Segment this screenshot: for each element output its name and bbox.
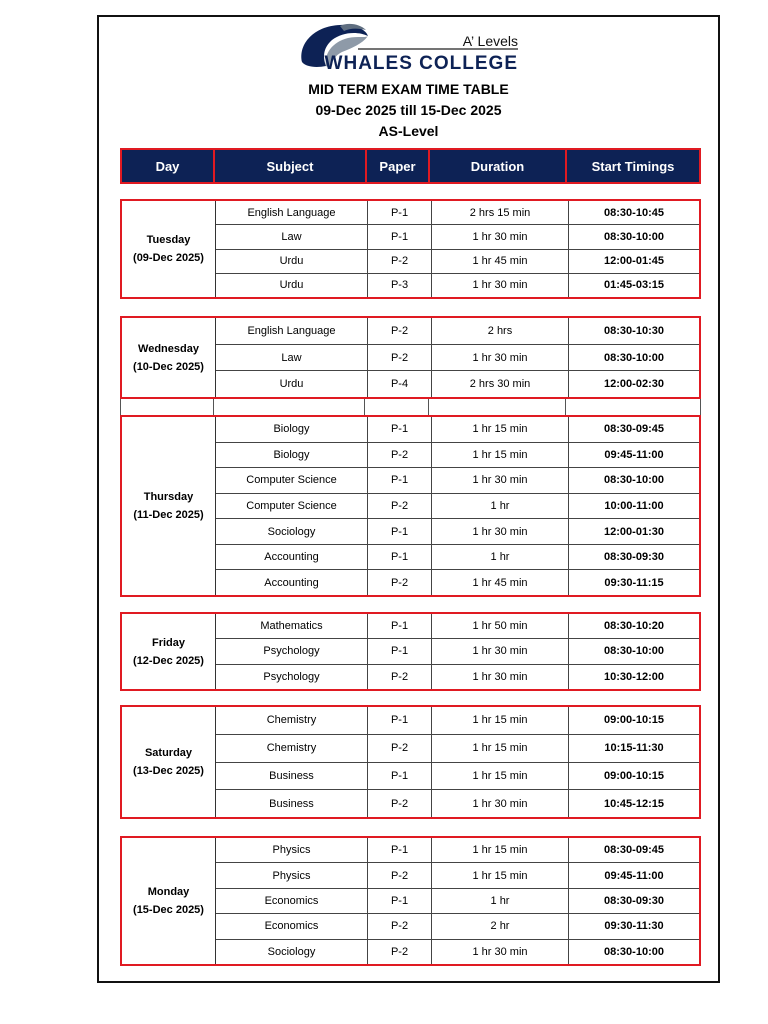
- table-row: [216, 763, 699, 791]
- day-group-wednesday: [120, 316, 701, 399]
- level-label: AS-Level: [378, 123, 439, 139]
- table-row: [216, 889, 699, 914]
- subject-cell: Accounting: [216, 570, 368, 595]
- paper-cell: P-4: [368, 371, 432, 397]
- table-row: [216, 345, 699, 372]
- subject-cell: Urdu: [216, 371, 368, 397]
- day-name: Saturday: [144, 747, 193, 759]
- day-cell: [122, 838, 216, 964]
- subject-cell: English Language: [216, 318, 368, 344]
- start-time-cell: 09:30-11:15: [604, 576, 664, 589]
- paper-cell: P-1: [368, 225, 432, 248]
- paper-cell: P-2: [368, 318, 432, 344]
- start-time-cell: 10:00-11:00: [604, 500, 664, 513]
- duration-cell: 1 hr 30 min: [432, 639, 569, 663]
- start-time-cell: 12:00-01:45: [604, 255, 664, 268]
- table-row: [216, 417, 699, 443]
- paper-cell: P-1: [368, 614, 432, 638]
- duration-cell: 2 hrs 30 min: [432, 371, 569, 397]
- subject-cell: Law: [216, 225, 368, 248]
- day-name: Tuesday: [146, 234, 191, 246]
- table-row: [216, 318, 699, 345]
- paper-cell: P-2: [368, 863, 432, 887]
- start-time-cell: 09:30-11:30: [604, 920, 664, 933]
- day-cell: [122, 707, 216, 817]
- start-time-cell: 08:30-10:45: [604, 206, 664, 219]
- day-date: (09-Dec 2025): [133, 252, 204, 264]
- subject-cell: Business: [216, 763, 368, 790]
- table-row: [216, 545, 699, 571]
- paper-cell: P-1: [368, 545, 432, 570]
- subject-cell: Psychology: [216, 665, 368, 689]
- paper-cell: P-2: [368, 345, 432, 371]
- subject-cell: Chemistry: [216, 707, 368, 734]
- duration-cell: 1 hr 50 min: [432, 614, 569, 638]
- start-time-cell: 09:45-11:00: [604, 869, 664, 882]
- paper-cell: P-2: [368, 443, 432, 468]
- table-row: [216, 665, 699, 689]
- table-row: [216, 519, 699, 545]
- subject-cell: Physics: [216, 838, 368, 862]
- start-time-cell: 09:00-10:15: [604, 714, 664, 727]
- header-start-timings: Start Timings: [567, 150, 699, 182]
- duration-cell: 1 hr 45 min: [432, 570, 569, 595]
- paper-cell: P-3: [368, 274, 432, 297]
- subject-cell: Biology: [216, 417, 368, 442]
- table-header: [120, 148, 701, 184]
- start-time-cell: 08:30-10:00: [604, 945, 664, 958]
- subject-cell: Computer Science: [216, 468, 368, 493]
- duration-cell: 1 hr: [432, 889, 569, 913]
- duration-cell: 1 hr 30 min: [432, 665, 569, 689]
- table-row: [216, 639, 699, 664]
- day-date: (11-Dec 2025): [133, 509, 204, 521]
- table-row: [216, 940, 699, 964]
- duration-cell: 1 hr 30 min: [432, 790, 569, 817]
- start-time-cell: 08:30-10:00: [604, 474, 664, 487]
- duration-cell: 2 hrs 15 min: [432, 201, 569, 224]
- subject-cell: English Language: [216, 201, 368, 224]
- duration-cell: 1 hr 30 min: [432, 468, 569, 493]
- table-row: [216, 570, 699, 595]
- duration-cell: 1 hr 15 min: [432, 735, 569, 762]
- paper-cell: P-2: [368, 940, 432, 964]
- table-row: [216, 614, 699, 639]
- table-row: [216, 201, 699, 225]
- table-row: [216, 735, 699, 763]
- duration-cell: 1 hr 15 min: [432, 863, 569, 887]
- table-row: [216, 225, 699, 249]
- subject-cell: Economics: [216, 889, 368, 913]
- header-subject: Subject: [215, 150, 365, 182]
- header-day: Day: [122, 150, 213, 182]
- subject-cell: Chemistry: [216, 735, 368, 762]
- day-group-thursday: [120, 415, 701, 597]
- duration-cell: 1 hr 15 min: [432, 417, 569, 442]
- start-time-cell: 10:15-11:30: [604, 742, 664, 755]
- subject-cell: Psychology: [216, 639, 368, 663]
- day-group-monday: [120, 836, 701, 966]
- duration-cell: 1 hr: [432, 494, 569, 519]
- paper-cell: P-1: [368, 201, 432, 224]
- day-cell: [122, 614, 216, 689]
- paper-cell: P-2: [368, 790, 432, 817]
- table-row: [216, 443, 699, 469]
- duration-cell: 1 hr 45 min: [432, 250, 569, 273]
- subject-cell: Biology: [216, 443, 368, 468]
- start-time-cell: 10:45-12:15: [604, 797, 664, 810]
- duration-cell: 1 hr 30 min: [432, 940, 569, 964]
- header-duration: Duration: [430, 150, 565, 182]
- start-time-cell: 12:00-02:30: [604, 378, 664, 391]
- table-row: [216, 274, 699, 297]
- subject-cell: Mathematics: [216, 614, 368, 638]
- table-row: [216, 914, 699, 939]
- day-date: (10-Dec 2025): [133, 360, 204, 373]
- day-name: Friday: [151, 636, 185, 649]
- duration-cell: 2 hr: [432, 914, 569, 938]
- subject-cell: Accounting: [216, 545, 368, 570]
- start-time-cell: 08:30-09:30: [604, 895, 664, 908]
- subject-cell: Sociology: [216, 940, 368, 964]
- start-time-cell: 09:00-10:15: [604, 769, 664, 782]
- subject-cell: Law: [216, 345, 368, 371]
- paper-cell: P-1: [368, 707, 432, 734]
- svg-text:A’ Levels: A’ Levels: [462, 33, 518, 49]
- paper-cell: P-2: [368, 735, 432, 762]
- paper-cell: P-1: [368, 519, 432, 544]
- day-cell: [122, 318, 216, 397]
- day-cell: [122, 417, 216, 595]
- duration-cell: 1 hr 15 min: [432, 763, 569, 790]
- start-time-cell: 08:30-10:00: [604, 645, 664, 658]
- day-date: (13-Dec 2025): [133, 765, 204, 777]
- day-group-tuesday: [120, 199, 701, 299]
- paper-cell: P-2: [368, 570, 432, 595]
- duration-cell: 1 hr 15 min: [432, 707, 569, 734]
- day-cell: [122, 201, 216, 297]
- start-time-cell: 08:30-10:00: [604, 230, 664, 243]
- duration-cell: 1 hr: [432, 545, 569, 570]
- page-title: MID TERM EXAM TIME TABLE: [308, 81, 509, 97]
- paper-cell: P-2: [368, 665, 432, 689]
- duration-cell: 1 hr 15 min: [432, 838, 569, 862]
- start-time-cell: 08:30-10:20: [604, 620, 664, 633]
- start-time-cell: 12:00-01:30: [604, 525, 664, 538]
- day-name: Wednesday: [138, 342, 199, 355]
- subject-cell: Sociology: [216, 519, 368, 544]
- paper-cell: P-1: [368, 417, 432, 442]
- start-time-cell: 09:45-11:00: [604, 448, 664, 461]
- day-group-saturday: [120, 705, 701, 819]
- paper-cell: P-2: [368, 494, 432, 519]
- svg-text:WHALES COLLEGE: WHALES COLLEGE: [324, 53, 518, 74]
- day-date: (15-Dec 2025): [133, 904, 204, 916]
- paper-cell: P-1: [368, 763, 432, 790]
- table-row: [216, 494, 699, 520]
- table-row: [216, 838, 699, 863]
- header-paper: Paper: [367, 150, 428, 182]
- day-name: Thursday: [143, 491, 194, 503]
- spacer-row: [120, 398, 701, 415]
- table-row: [216, 863, 699, 888]
- start-time-cell: 08:30-09:45: [604, 423, 664, 436]
- subject-cell: Urdu: [216, 274, 368, 297]
- day-date: (12-Dec 2025): [133, 654, 204, 667]
- duration-cell: 1 hr 30 min: [432, 345, 569, 371]
- start-time-cell: 08:30-09:30: [604, 551, 664, 564]
- table-row: [216, 707, 699, 735]
- day-group-friday: [120, 612, 701, 691]
- subject-cell: Urdu: [216, 250, 368, 273]
- table-row: [216, 790, 699, 817]
- paper-cell: P-1: [368, 468, 432, 493]
- duration-cell: 1 hr 30 min: [432, 225, 569, 248]
- subject-cell: Physics: [216, 863, 368, 887]
- date-range: 09-Dec 2025 till 15-Dec 2025: [315, 102, 502, 118]
- table-row: [216, 468, 699, 494]
- start-time-cell: 08:30-09:45: [604, 844, 664, 857]
- start-time-cell: 10:30-12:00: [604, 670, 664, 683]
- subject-cell: Economics: [216, 914, 368, 938]
- whales-college-logo: [296, 22, 522, 78]
- day-name: Monday: [147, 886, 190, 898]
- table-row: [216, 250, 699, 274]
- start-time-cell: 08:30-10:00: [604, 351, 664, 364]
- paper-cell: P-1: [368, 889, 432, 913]
- paper-cell: P-2: [368, 250, 432, 273]
- duration-cell: 1 hr 15 min: [432, 443, 569, 468]
- duration-cell: 2 hrs: [432, 318, 569, 344]
- table-row: [216, 371, 699, 397]
- subject-cell: Business: [216, 790, 368, 817]
- paper-cell: P-1: [368, 639, 432, 663]
- duration-cell: 1 hr 30 min: [432, 519, 569, 544]
- paper-cell: P-1: [368, 838, 432, 862]
- start-time-cell: 08:30-10:30: [604, 324, 664, 337]
- start-time-cell: 01:45-03:15: [604, 279, 664, 292]
- subject-cell: Computer Science: [216, 494, 368, 519]
- paper-cell: P-2: [368, 914, 432, 938]
- duration-cell: 1 hr 30 min: [432, 274, 569, 297]
